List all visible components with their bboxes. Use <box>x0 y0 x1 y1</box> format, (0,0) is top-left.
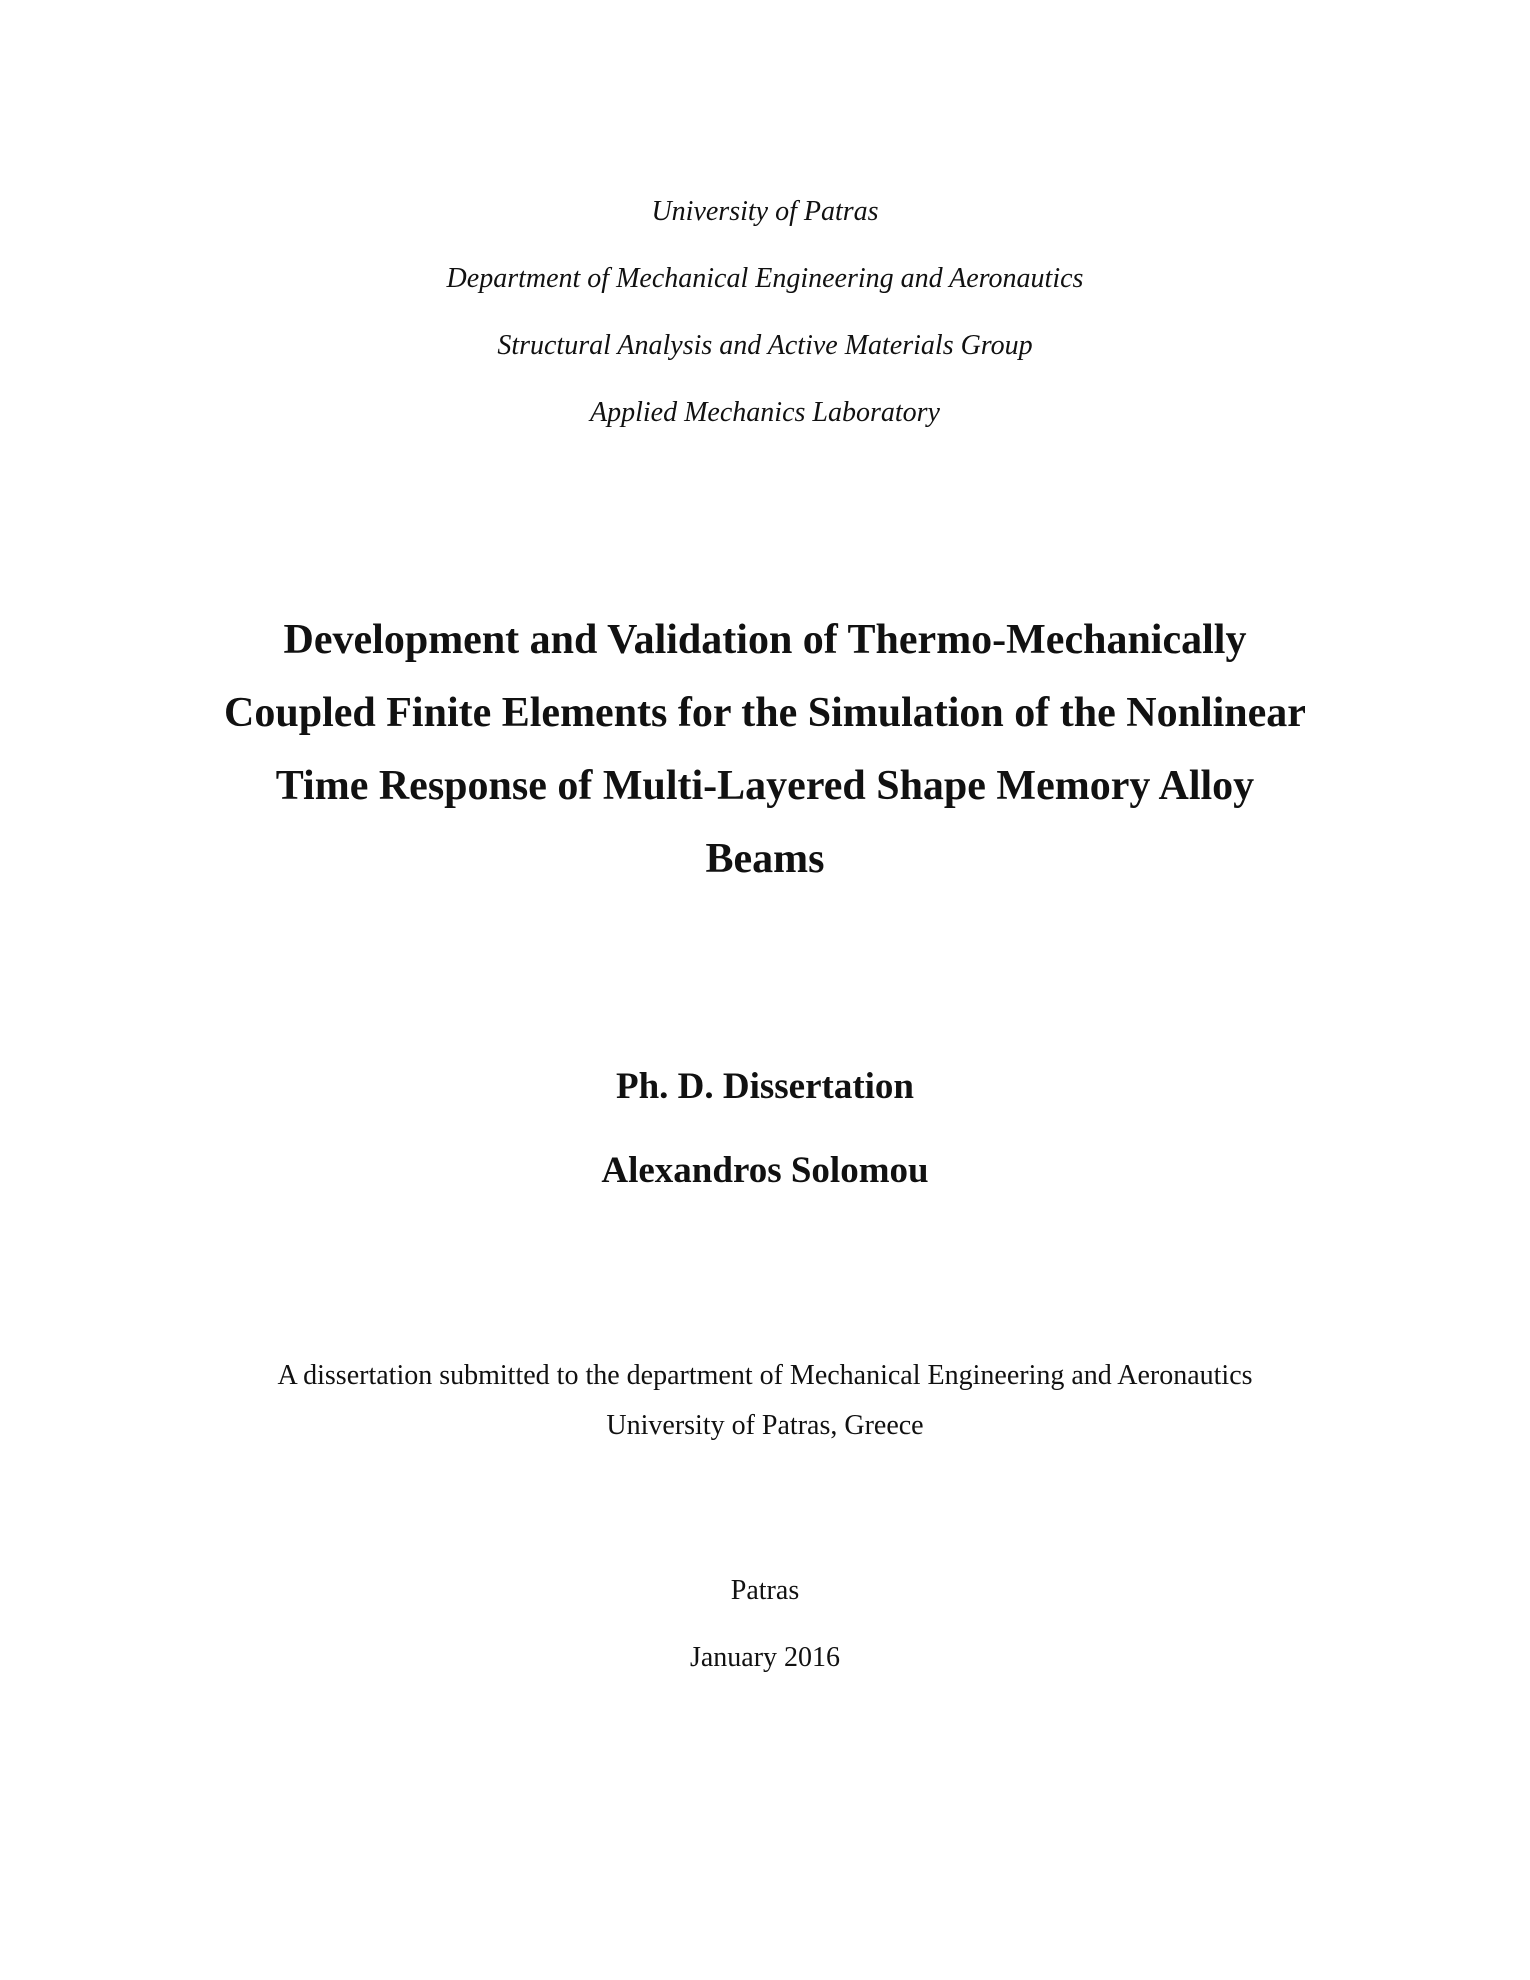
group-name: Structural Analysis and Active Materials Group <box>497 330 1033 361</box>
author-name: Alexandros Solomou <box>601 1150 929 1191</box>
title-line-3: Time Response of Multi-Layered Shape Memory Alloy <box>275 763 1255 809</box>
place: Patras <box>730 1575 800 1606</box>
laboratory-name: Applied Mechanics Laboratory <box>590 397 940 428</box>
title-line-1: Development and Validation of Thermo-Mechanically <box>283 617 1247 663</box>
submission-statement: A dissertation submitted to the department of Mechanical Engineering and Aeronautics <box>277 1360 1253 1391</box>
date: January 2016 <box>689 1642 841 1673</box>
submission-university: University of Patras, Greece <box>606 1410 924 1441</box>
title-line-4: Beams <box>705 836 825 882</box>
department-name: Department of Mechanical Engineering and Aeronautics <box>446 263 1084 294</box>
document-type: Ph. D. Dissertation <box>615 1066 915 1107</box>
dissertation-title <box>150 604 1380 896</box>
university-name: University of Patras <box>651 196 879 227</box>
title-line-2: Coupled Finite Elements for the Simulation of the Nonlinear <box>224 690 1306 736</box>
